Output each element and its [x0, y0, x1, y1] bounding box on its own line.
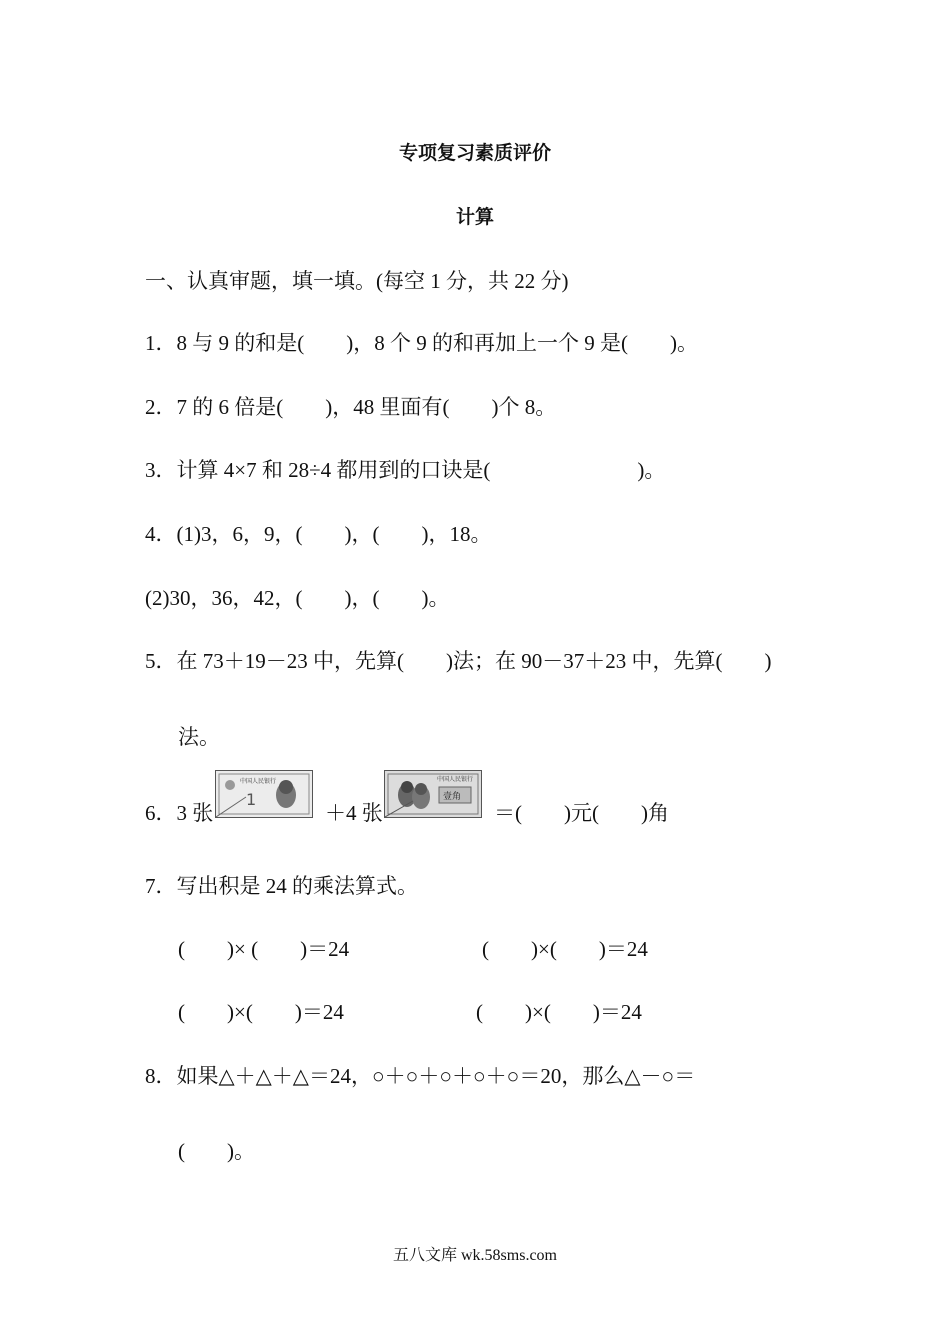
note2-value: 壹角: [443, 792, 462, 802]
question-5-line-1: 5．在 73＋19－23 中，先算( )法；在 90－37＋23 中，先算( ): [145, 649, 772, 673]
question-2: 2．7 的 6 倍是( )，48 里面有( )个 8。: [145, 395, 557, 419]
question-7-equation-2: ( )×( )＝24: [482, 937, 648, 961]
one-yuan-banknote-image: [215, 770, 313, 818]
note1-value: 1: [246, 790, 257, 809]
section-heading: 一、认真审题，填一填。(每空 1 分，共 22 分): [145, 269, 569, 293]
footer-watermark: 五八文库 wk.58sms.com: [392, 1247, 557, 1264]
question-3: 3．计算 4×7 和 28÷4 都用到的口诀是( )。: [145, 458, 666, 482]
page-subtitle: 计算: [455, 206, 494, 228]
question-7-equation-3: ( )×( )＝24: [178, 1000, 344, 1024]
one-yuan-banknote-icon: [216, 771, 312, 817]
question-8-line-2: ( )。: [178, 1139, 255, 1163]
one-jiao-banknote-icon: [385, 771, 481, 817]
question-6-middle: ＋4 张: [325, 801, 383, 825]
page-title: 专项复习素质评价: [398, 142, 551, 164]
question-4-part-2: (2)30，36，42，( )，( )。: [145, 586, 450, 610]
note1-bank-label: 中国人民银行: [240, 778, 277, 785]
question-5-line-2: 法。: [178, 725, 220, 749]
question-7-heading: 7．写出积是 24 的乘法算式。: [145, 874, 418, 898]
note2-bank-label: 中国人民银行: [437, 776, 474, 783]
question-7-equation-4: ( )×( )＝24: [476, 1000, 642, 1024]
one-jiao-banknote-image: [384, 770, 482, 818]
question-8-line-1: 8．如果△＋△＋△＝24，○＋○＋○＋○＋○＝20，那么△－○＝: [145, 1064, 696, 1088]
question-1: 1．8 与 9 的和是( )，8 个 9 的和再加上一个 9 是( )。: [145, 331, 698, 355]
question-4-part-1: 4．(1)3，6，9，( )，( )，18。: [145, 522, 492, 546]
question-6-suffix: ＝( )元( )角: [494, 801, 669, 825]
question-7-equation-1: ( )× ( )＝24: [178, 937, 350, 961]
question-6-prefix: 6．3 张: [145, 801, 214, 825]
